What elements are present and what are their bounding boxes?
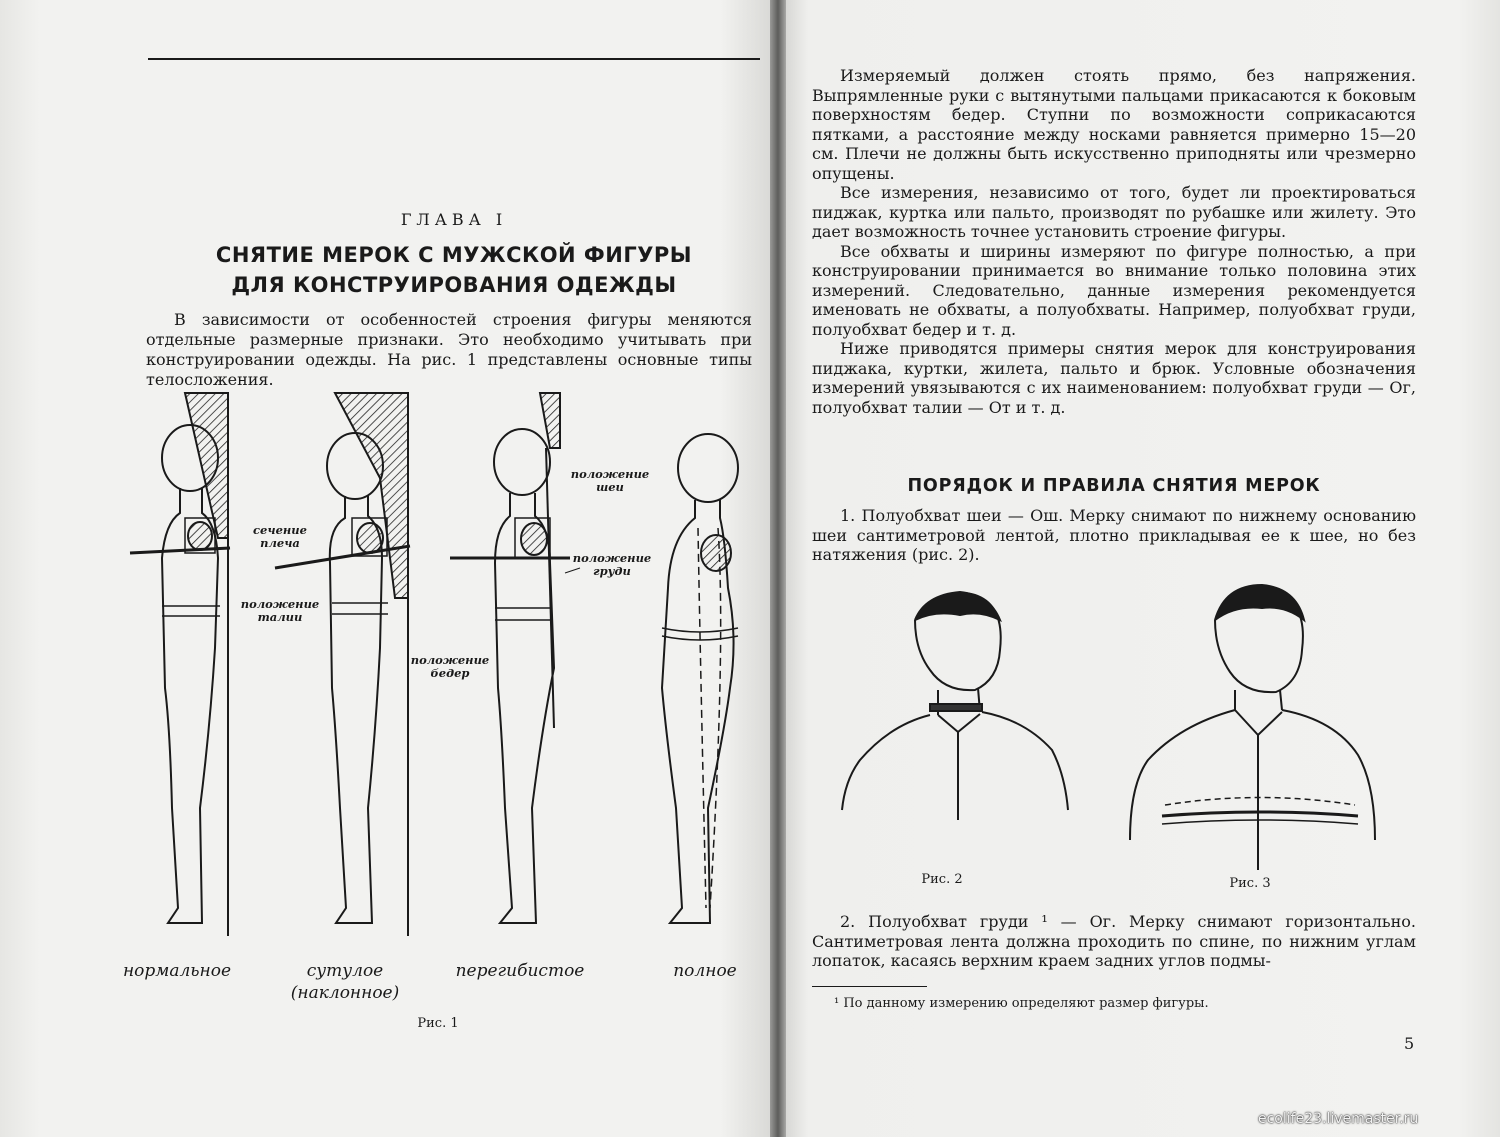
paragraph-half-girths: Все обхваты и ширины измеряют по фигуре полностью, а при конструировании принимается во внимание только половина этих измерений. Следовательно, данные измерения рекомендуется именовать не обхваты, а полуобхваты. Например, полуобхват груди, полуобхват бедер и т. д. <box>812 241 1416 339</box>
annotation-chest-position: положение груди <box>572 551 652 578</box>
figure-stooped <box>275 393 410 936</box>
chapter-title-line1: СНЯТИЕ МЕРОК С МУЖСКОЙ ФИГУРЫ <box>215 243 693 267</box>
footnote: ¹ По данному измерению определяют размер фигуры. <box>834 996 1209 1011</box>
annotation-neck-position: положение шеи <box>570 467 650 494</box>
item-1-text: 1. Полуобхват шеи — Ош. Мерку снимают по нижнему основанию шеи сантиметровой лентой, плотно прикладывая ее к шее, но без натяжения (рис. 2). <box>812 506 1416 564</box>
top-rule <box>148 58 760 60</box>
figure-1-caption: Рис. 1 <box>417 1016 459 1031</box>
paragraph-examples: Ниже приводятся примеры снятия мерок для конструирования пиджака, куртки, жилета, пальто и брюк. Условные обозначения измерений увязываются с их наименованием: полуобхват груди — Ог, полуобхват талии — От и т. д. <box>812 339 1416 417</box>
type-label-stooped: сутулое (наклонное) <box>290 961 400 1003</box>
paragraph-stance: Измеряемый должен стоять прямо, без напряжения. Выпрямленные руки с вытянутыми пальцами прикасаются к боковым поверхностям бедер. Ступни по возможности соприкасаются пятками, а расстояние между носками равняется примерно 15—20 см. Плечи не должны быть искусственно приподняты или чрезмерно опущены. <box>812 66 1416 183</box>
type-label-normal: нормальное <box>122 961 232 981</box>
type-label-erect: перегибистое <box>455 961 585 981</box>
footnote-rule <box>812 986 927 987</box>
watermark: ecolife23.livemaster.ru <box>1258 1111 1419 1127</box>
type-label-full: полное <box>673 961 737 981</box>
annotation-shoulder-section: сечение плеча <box>253 523 307 550</box>
right-paragraphs <box>812 66 1416 417</box>
section-title: ПОРЯДОК И ПРАВИЛА СНЯТИЯ МЕРОК <box>907 476 1321 496</box>
chapter-label: ГЛАВА I <box>400 210 508 229</box>
item-2-text: 2. Полуобхват груди ¹ — Ог. Мерку снимают горизонтально. Сантиметровая лента должна проходить по спине, по нижним углам лопаток, касаясь верхним краем задних углов подмы- <box>812 912 1416 970</box>
page-number: 5 <box>1404 1034 1415 1053</box>
paragraph-measure-over-shirt: Все измерения, независимо от того, будет ли проектироваться пиджак, куртка или пальто, производят по рубашке или жилету. Это дает возможность точнее установить строение фигуры. <box>812 183 1416 241</box>
chapter-title-line2: ДЛЯ КОНСТРУИРОВАНИЯ ОДЕЖДЫ <box>231 273 677 297</box>
annotation-waist-position: положение талии <box>240 597 320 624</box>
annotation-hip-position: положение бедер <box>410 653 490 680</box>
item-neck-half-girth <box>812 506 1416 565</box>
figure-2-caption: Рис. 2 <box>921 872 963 887</box>
neck-chest-drawing <box>830 580 1400 880</box>
figures-2-3 <box>830 580 1400 880</box>
figure-1-body-types <box>110 388 770 1003</box>
figure-3-caption: Рис. 3 <box>1229 876 1271 891</box>
figure-normal <box>130 393 230 936</box>
figure-full <box>662 434 738 923</box>
chapter-title <box>148 240 760 300</box>
item-chest-half-girth <box>812 912 1416 971</box>
intro-paragraph: В зависимости от особенностей строения фигуры меняются отдельные размерные признаки. Это необходимо учитывать при конструировании одежды. На рис. 1 представлены основные типы телосложения. <box>146 310 752 389</box>
